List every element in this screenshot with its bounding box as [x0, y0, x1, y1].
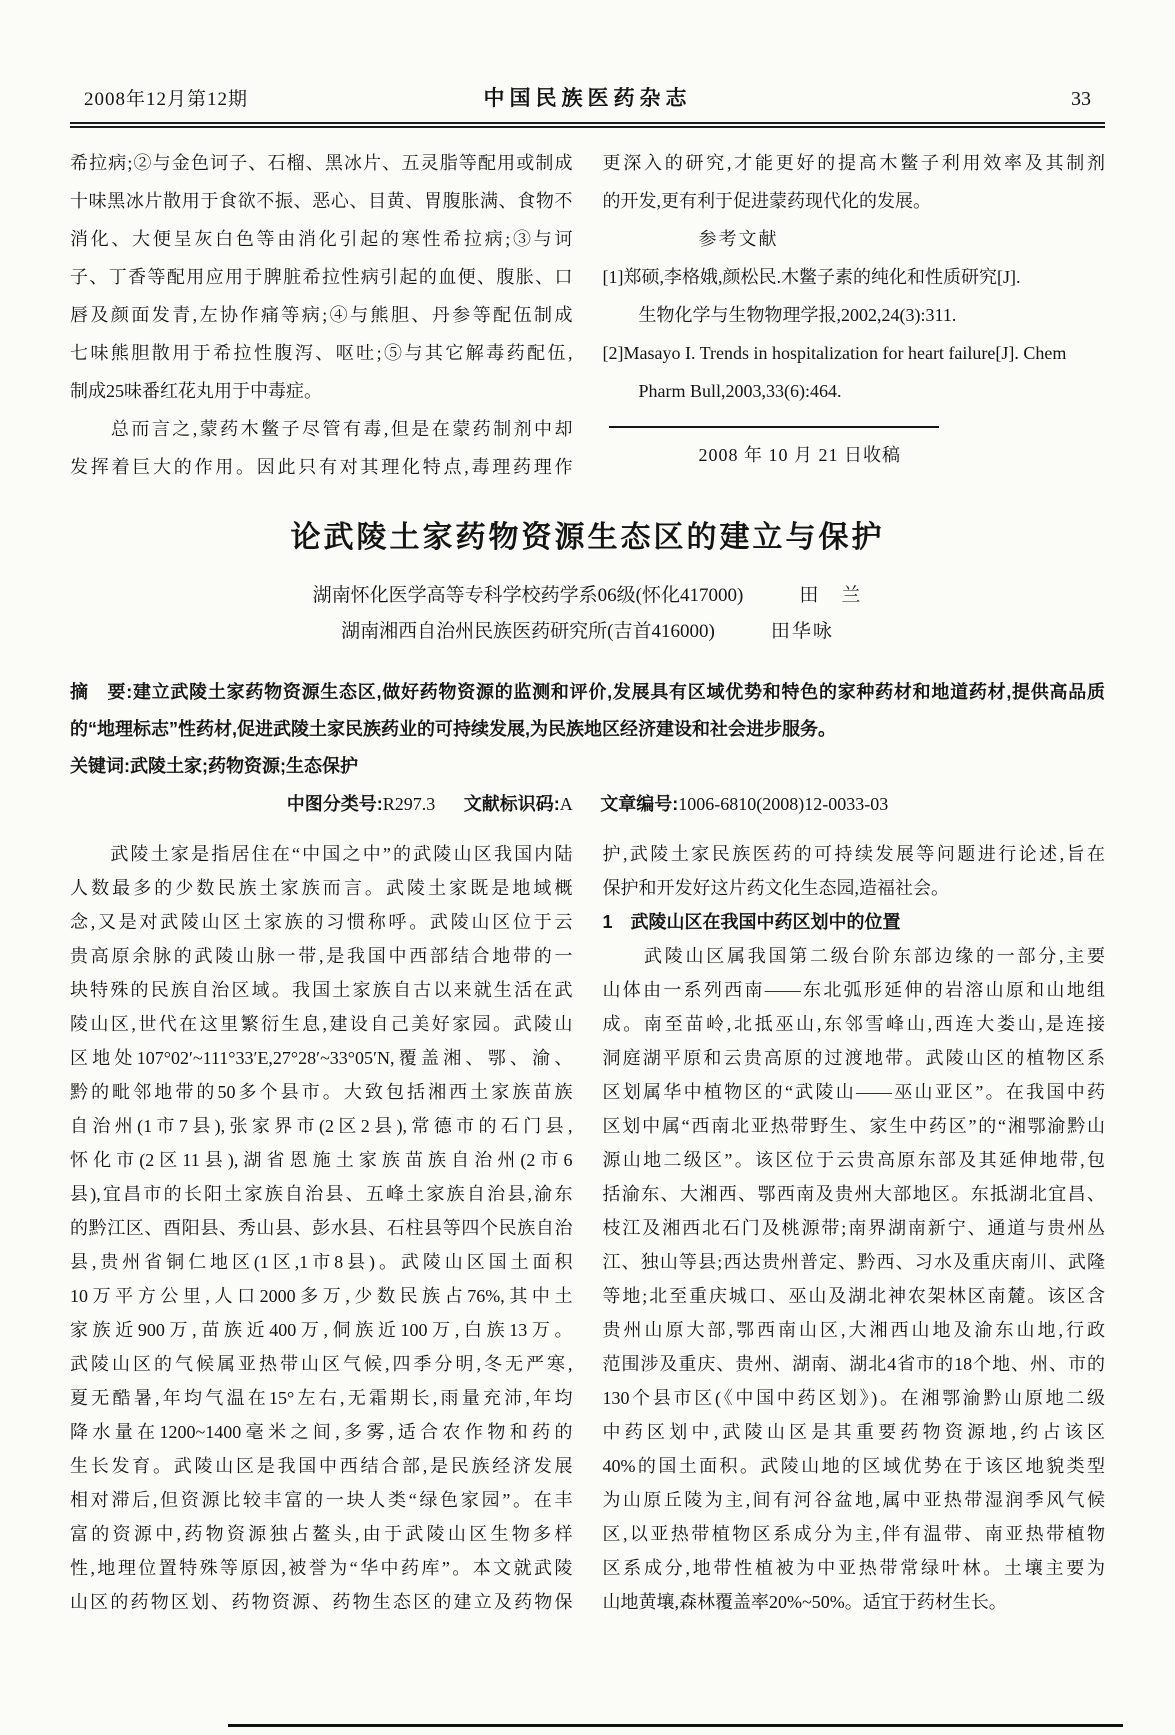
abstract-paragraph	[70, 674, 1105, 748]
body-right-column	[603, 837, 1106, 1619]
section-heading: 参考文献	[698, 229, 779, 249]
section-heading: 1 武陵山区在我国中药区划中的位置	[602, 912, 901, 932]
received-date: 2008 年 10 月 21 日收稿	[698, 445, 901, 465]
text-line: 等地;北至重庆城口、巫山及湖北神农架林区南麓。该区含	[602, 1286, 1105, 1306]
text-line: 范围涉及重庆、贵州、湖南、湖北4省市的18个地、州、市的	[602, 1354, 1105, 1374]
doc-code-value: A	[559, 794, 572, 814]
text-line: 洞庭湖平原和云贵高原的过渡地带。武陵山区的植物区系	[602, 1048, 1105, 1068]
text-line: 希拉病;②与金色诃子、石榴、黑冰片、五灵脂等配用或制成	[70, 153, 573, 173]
text-line: 生长发育。武陵山区是我国中西结合部,是民族经济发展	[70, 1456, 573, 1476]
text-line: 区,以亚热带植物区系成分为主,伴有温带、南亚热带植物	[602, 1524, 1105, 1544]
text-line: 富的资源中,药物资源独占鳌头,由于武陵山区生物多样	[70, 1524, 573, 1544]
text-line: 相对滞后,但资源比较丰富的一块人类“绿色家园”。在丰	[70, 1490, 573, 1510]
received-divider-rule	[609, 426, 939, 428]
text-line: 贵州山原大部,鄂西南山区,大湘西山地及渝东山地,行政	[602, 1320, 1105, 1340]
article-id-label: 文章编号:	[600, 794, 679, 814]
keywords-text: 武陵土家;药物资源;生态保护	[130, 756, 358, 776]
previous-article-section	[70, 144, 1105, 486]
text-line: 山体由一系列西南——东北弧形延伸的岩溶山原和山地组	[602, 980, 1105, 1000]
bottom-page-rule	[228, 1724, 1123, 1727]
article-title: 论武陵土家药物资源生态区的建立与保护	[290, 521, 885, 554]
text-line: 性,地理位置特殊等原因,被誉为“华中药库”。本文就武陵	[70, 1558, 573, 1578]
text-line: 更深入的研究,才能更好的提高木鳖子利用效率及其制剂	[602, 153, 1105, 173]
text-line: 怀化市(2区11县),湖省恩施土家族苗族自治州(2市6	[70, 1150, 573, 1170]
journal-page	[0, 82, 1175, 1619]
affiliation: 湖南怀化医学高等专科学校药学系06级(怀化417000)	[312, 585, 744, 606]
text-line: 区地处107°02′~111°33′E,27°28′~33°05′N,覆盖湘、鄂、渝、	[70, 1048, 573, 1068]
byline	[70, 578, 1105, 650]
text-line: 括渝东、大湘西、鄂西南及贵州大部地区。东抵湖北宜昌、	[602, 1184, 1105, 1204]
clc-label: 中图分类号:	[286, 794, 383, 814]
author-name: 田 兰	[799, 585, 863, 606]
article-body	[70, 837, 1105, 1619]
text-line: [2]Masayo I. Trends in hospitalization for heart failure[J]. Chem	[602, 343, 1067, 363]
text-line: 贵高原余脉的武陵山脉一带,是我国中西部结合地带的一	[70, 946, 573, 966]
text-line: 块特殊的民族自治区域。我国土家族自古以来就生活在武	[70, 980, 573, 1000]
text-line: 总而言之,蒙药木鳖子尽管有毒,但是在蒙药制剂中却	[70, 419, 573, 439]
article-meta-line	[70, 789, 1105, 819]
clc-value: R297.3	[382, 794, 436, 814]
text-line: [1]郑硕,李格娥,颜松民.木鳖子素的纯化和性质研究[J].	[602, 267, 1021, 287]
text-line: 的开发,更有利于促进蒙药现代化的发展。	[602, 191, 931, 211]
text-line: 山地黄壤,森林覆盖率20%~50%。适宜于药材生长。	[602, 1592, 1007, 1612]
text-line: 区系成分,地带性植被为中亚热带常绿叶林。土壤主要为	[602, 1558, 1105, 1578]
issue-label: 2008年12月第12期	[84, 89, 249, 110]
text-line: 夏无酷暑,年均气温在15°左右,无霜期长,雨量充沛,年均	[70, 1388, 573, 1408]
text-line: 七味熊胆散用于希拉性腹泻、呕吐;⑤与其它解毒药配伍,	[70, 343, 573, 363]
page-header	[70, 82, 1105, 128]
byline-row	[70, 578, 1105, 614]
text-line: 江、独山等县;西达贵州普定、黔西、习水及重庆南川、武隆	[602, 1252, 1105, 1272]
text-line: 唇及颜面发青,左协作痛等病;④与熊胆、丹参等配伍制成	[70, 305, 573, 325]
text-line: 区划属华中植物区的“武陵山——巫山亚区”。在我国中药	[602, 1082, 1105, 1102]
text-line: 人数最多的少数民族土家族而言。武陵土家既是地域概	[70, 878, 573, 898]
text-line: 县),宜昌市的长阳土家族自治县、五峰土家族自治县,渝东	[70, 1184, 573, 1204]
article-id-value: 1006-6810(2008)12-0033-03	[678, 794, 889, 814]
text-line: 发挥着巨大的作用。因此只有对其理化特点,毒理药理作	[70, 457, 573, 477]
clc-number	[287, 794, 436, 814]
text-line: 子、丁香等配用应用于脾脏希拉性病引起的血便、腹胀、口	[70, 267, 573, 287]
prev-article-left-column	[70, 144, 573, 486]
text-line: 武陵山区的气候属亚热带山区气候,四季分明,冬无严寒,	[70, 1354, 573, 1374]
text-line: 生物化学与生物物理学报,2002,24(3):311.	[602, 305, 957, 325]
text-line: 念,又是对武陵山区土家族的习惯称呼。武陵山区位于云	[70, 912, 573, 932]
document-code	[464, 794, 572, 814]
text-line: 保护和开发好这片药文化生态园,造福社会。	[602, 878, 949, 898]
text-line: 黔的毗邻地带的50多个县市。大致包括湘西土家族苗族	[70, 1082, 573, 1102]
abstract-block	[70, 674, 1105, 785]
text-line: 为山原丘陵为主,间有河谷盆地,属中亚热带湿润季风气候	[602, 1490, 1105, 1510]
text-line: 40%的国土面积。武陵山地的区域优势在于该区地貌类型	[602, 1456, 1105, 1476]
text-line: 自治州(1市7县),张家界市(2区2县),常德市的石门县,	[70, 1116, 573, 1136]
text-line: Pharm Bull,2003,33(6):464.	[602, 381, 842, 401]
author-name: 田华咏	[770, 621, 834, 642]
text-line: 武陵山区属我国第二级台阶东部边缘的一部分,主要	[602, 946, 1105, 966]
byline-row	[70, 614, 1105, 650]
text-line: 降水量在1200~1400毫米之间,多雾,适合农作物和药的	[70, 1422, 573, 1442]
prev-article-right-column	[603, 144, 1106, 486]
text-line: 区划中属“西南北亚热带野生、家生中药区”的“湘鄂渝黔山	[602, 1116, 1105, 1136]
page-number: 33	[1071, 88, 1091, 110]
text-line: 山区的药物区划、药物资源、药物生态区的建立及药物保	[70, 1592, 573, 1612]
text-line: 家族近900万,苗族近400万,侗族近100万,白族13万。	[70, 1320, 573, 1340]
prev-article-right-text	[603, 144, 1106, 410]
text-line: 县,贵州省铜仁地区(1区,1市8县)。武陵山区国土面积	[70, 1252, 573, 1272]
text-line: 10万平方公里,人口2000多万,少数民族占76%,其中土	[70, 1286, 573, 1306]
abstract-label: 摘 要:	[70, 682, 133, 702]
affiliation: 湖南湘西自治州民族医药研究所(吉首416000)	[341, 621, 715, 642]
text-line: 源山地二级区”。该区位于云贵高原东部及其延伸地带,包	[602, 1150, 1105, 1170]
text-line: 的黔江区、酉阳县、秀山县、彭水县、石柱县等四个民族自治	[70, 1218, 573, 1238]
doc-code-label: 文献标识码:	[463, 794, 560, 814]
abstract-text: 建立武陵土家药物资源生态区,做好药物资源的监测和评价,发展具有区域优势和特色的家种药材和地道药材,提供高品质的“地理标志”性药材,促进武陵土家民族药业的可持续发展,为民族地区经济建设和社会进步服务。	[70, 682, 1106, 739]
text-line: 武陵土家是指居住在“中国之中”的武陵山区我国内陆	[70, 844, 573, 864]
text-line: 护,武陵土家民族医药的可持续发展等问题进行论述,旨在	[602, 844, 1105, 864]
text-line: 陵山区,世代在这里繁衍生息,建设自己美好家园。武陵山	[70, 1014, 573, 1034]
text-line: 枝江及湘西北石门及桃源带;南界湖南新宁、通道与贵州丛	[602, 1218, 1105, 1238]
text-line: 消化、大便呈灰白色等由消化引起的寒性希拉病;③与诃	[70, 229, 573, 249]
journal-title: 中国民族医药杂志	[483, 86, 692, 110]
text-line: 成。南至苗岭,北抵巫山,东邻雪峰山,西连大娄山,是连接	[602, 1014, 1105, 1034]
article-id	[600, 794, 888, 814]
keywords-line	[70, 748, 1105, 785]
body-left-column	[70, 837, 573, 1619]
text-line: 制成25味番红花丸用于中毒症。	[70, 381, 322, 401]
text-line: 中药区划中,武陵山区是其重要药物资源地,约占该区	[602, 1422, 1105, 1442]
text-line: 十味黑冰片散用于食欲不振、恶心、目黄、胃腹胀满、食物不	[70, 191, 573, 211]
keywords-label: 关键词:	[70, 756, 130, 776]
text-line: 130个县市区(《中国中药区划》)。在湘鄂渝黔山原地二级	[602, 1388, 1105, 1408]
